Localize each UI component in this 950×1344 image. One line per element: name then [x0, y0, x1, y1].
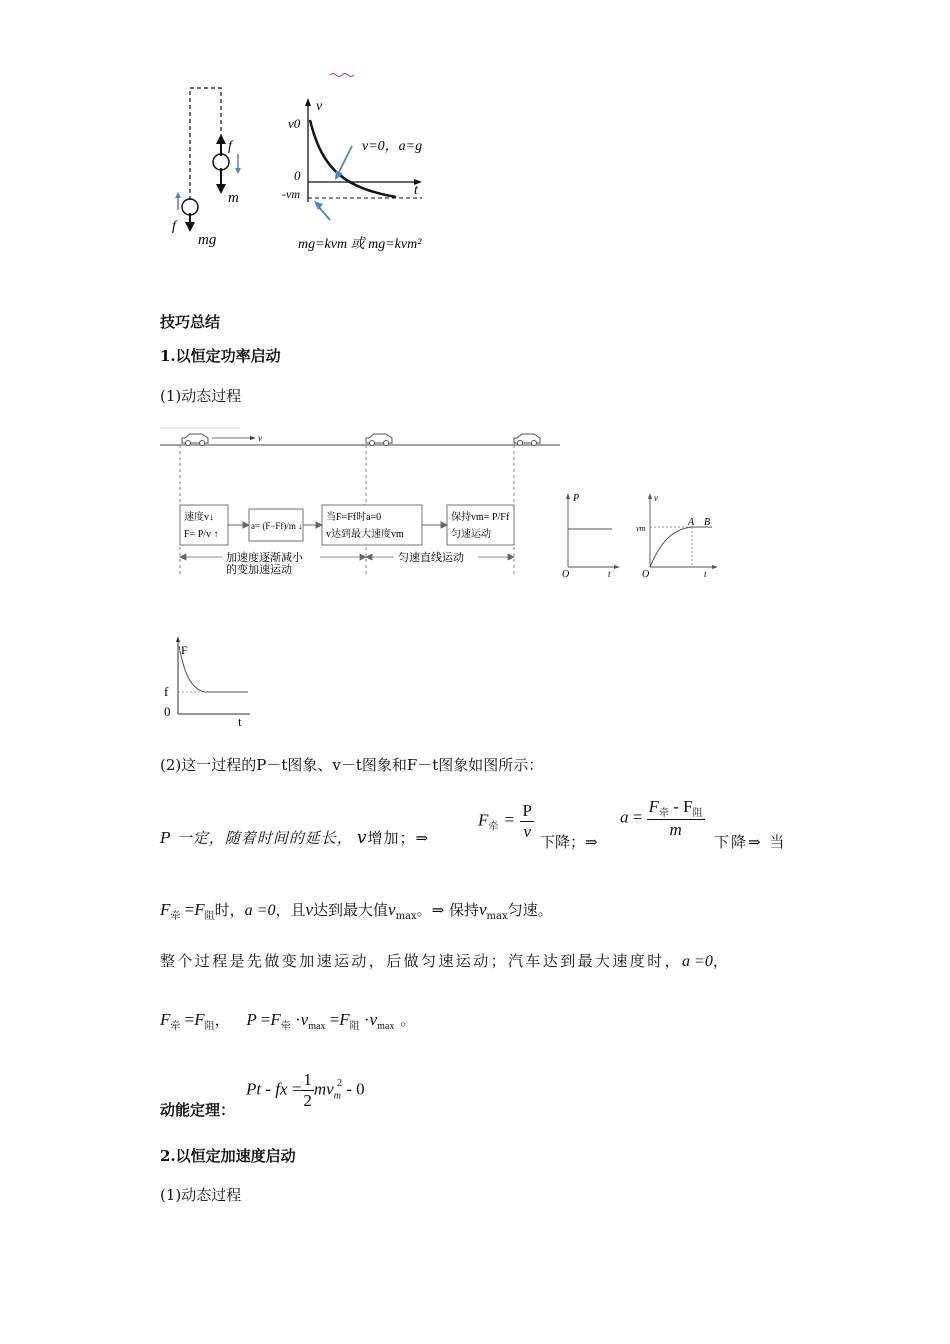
formula-power: $P =F_牵 \cdot v_{max} =F_阻 \cdot v_{max}$	[246, 1010, 395, 1032]
kinetic-theorem-label: 动能定理：	[160, 1101, 236, 1119]
uniform-text: 匀速。	[507, 901, 553, 919]
stage2-label: 匀速直线运动	[398, 552, 464, 564]
end-period: 。	[400, 1011, 416, 1029]
a-zero: a =0	[244, 902, 276, 919]
pt-axis-t: t	[608, 569, 611, 579]
mass-label: m	[228, 190, 239, 206]
ft-axis-f: F	[181, 643, 188, 657]
axis-t-label: t	[414, 183, 418, 198]
reach-max-text: 达到最大值	[313, 901, 389, 919]
drag-force-figure	[160, 70, 460, 260]
velocity-arrow-label: v	[258, 433, 262, 443]
zero-label: 0	[294, 168, 301, 183]
max-subscript: max	[395, 911, 417, 922]
force-label-f-bottom: f	[172, 219, 176, 234]
formula-f-traction: $F_牵$ = $\frac{P}{v}$	[478, 801, 532, 841]
max-subscript-2: max	[486, 911, 508, 922]
vt-vm-label: vm	[636, 524, 646, 533]
separator-comma: ，	[214, 1011, 230, 1029]
weight-label: mg	[198, 232, 217, 248]
note-v0-ag: v=0，a=g	[362, 139, 423, 154]
formula-kinetic-energy: Pt - fx = $\frac{1}{2}$ $mv_m^2 - 0$	[246, 1070, 365, 1110]
neg-vm-label: -vm	[282, 187, 300, 201]
paragraph-dynamic-process: (1)动态过程	[160, 387, 242, 405]
pt-origin: O	[562, 569, 570, 580]
box3-max-speed: v达到最大速度vm	[326, 529, 404, 540]
box1-speed: 速度v↓	[184, 512, 214, 523]
line-whole-process	[160, 951, 730, 972]
p-constant-text: P 一定，随着时间的延长，	[160, 829, 353, 847]
a-decrease-text: 下降⇒ 当	[714, 833, 787, 851]
paragraph-graphs-intro: (2)这一过程的P－t图象、v－t图象和F－t图象如图所示：	[160, 756, 544, 774]
comma-text: ，	[712, 952, 731, 970]
line-power-relation	[160, 1010, 415, 1037]
v0-label: v0	[288, 116, 301, 131]
force-label-f-top: f	[228, 139, 232, 154]
vt-origin: O	[642, 569, 650, 580]
box2-acceleration: a= (F−Ff)/m ↓	[251, 521, 303, 531]
pt-axis-p: P	[573, 493, 580, 504]
and-text: ，且	[275, 901, 306, 919]
box4-uniform: 匀速运动	[451, 529, 491, 540]
formula-f-equal-2: $F_牵 =F_阻$	[160, 1010, 215, 1032]
box1-force: F= P/v ↑	[184, 529, 219, 540]
stage1-label-line1: 加速度逐渐减小	[226, 552, 303, 564]
a-zero-2: a =0	[682, 953, 713, 970]
box4-keep-vm: 保持vm= P/Ff	[451, 512, 510, 523]
section-heading-summary: 技巧总结	[160, 313, 221, 331]
constant-power-flow-diagram	[160, 425, 720, 585]
v-symbol-2: v	[305, 900, 313, 919]
keep-text: 。⇒ 保持	[416, 901, 479, 919]
section-heading-constant-acceleration: 2.以恒定加速度启动	[160, 1147, 296, 1165]
v-symbol: v	[356, 828, 368, 848]
ft-friction-f: f	[164, 684, 169, 699]
stage1-label-line2: 的变加速运动	[226, 564, 292, 576]
ft-zero: 0	[164, 704, 171, 719]
force-time-graph	[160, 632, 260, 732]
note-terminal: mg=kvm 或 mg=kvm²	[298, 237, 422, 252]
axis-v-label: v	[316, 99, 323, 114]
box3-equilibrium: 当F=Ff时a=0	[326, 512, 382, 523]
when-text: 时，	[214, 901, 245, 919]
line-p-constant	[160, 828, 429, 848]
v-increase-text: 增加；⇒	[367, 829, 430, 847]
vt-axis-v: v	[654, 493, 658, 503]
whole-process-text: 整个过程是先做变加速运动，后做匀速运动；汽车达到最大速度时，	[160, 952, 683, 970]
line-equilibrium	[160, 900, 553, 927]
v-max-symbol-2: v	[479, 900, 487, 919]
f-decrease-text: 下降；⇒	[540, 833, 598, 851]
v-max-symbol: v	[388, 900, 396, 919]
ft-axis-t: t	[238, 714, 242, 729]
formula-acceleration: a = $\frac{F_牵 - F_阻}{m}$	[620, 797, 703, 839]
section-heading-constant-power: 1.以恒定功率启动	[160, 347, 281, 365]
vt-axis-t: t	[704, 569, 707, 579]
paragraph-dynamic-process-2: (1)动态过程	[160, 1186, 242, 1204]
formula-f-equal: $F_牵 =F_阻$	[160, 900, 215, 922]
vt-point-b: B	[704, 517, 711, 528]
vt-point-a: A	[688, 517, 695, 528]
